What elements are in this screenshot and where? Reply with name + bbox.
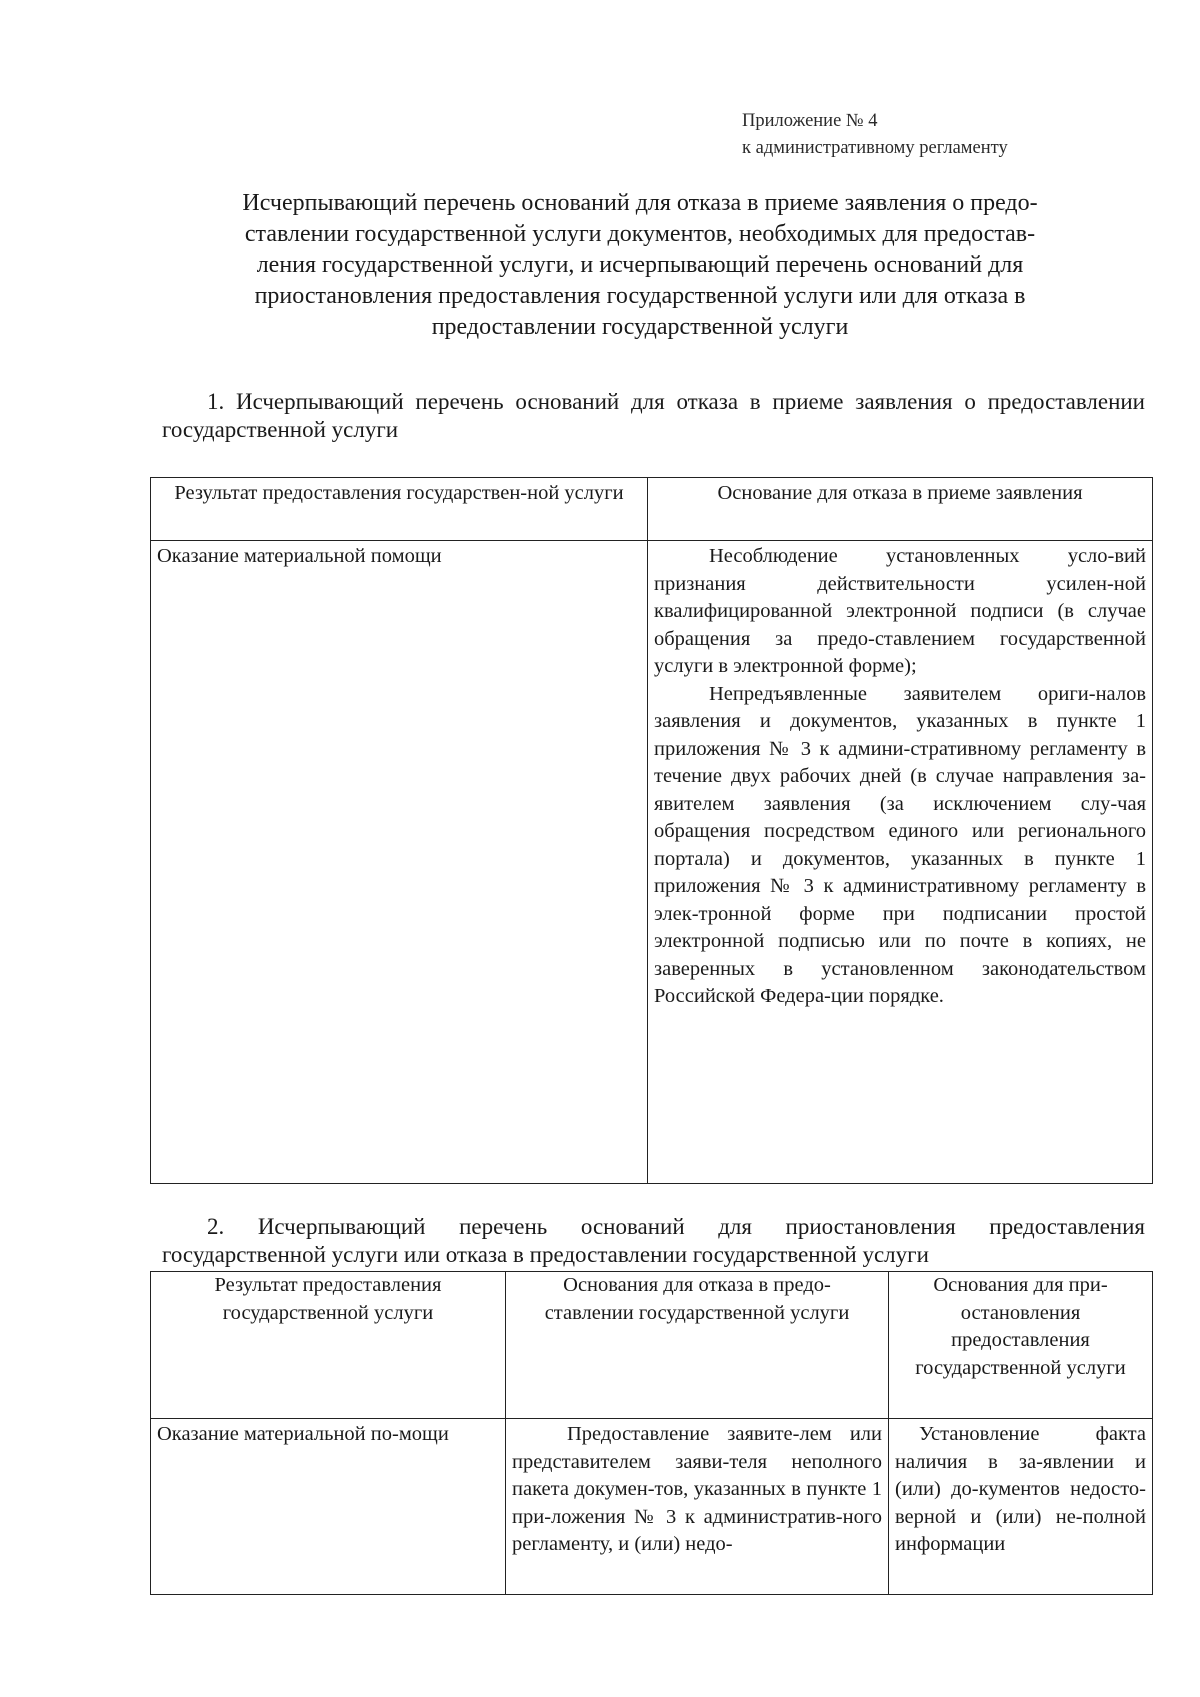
reason-paragraph: Непредъявленные заявителем ориги-налов заявления и документов, указанных в пункте 1 приложения № 3 к админи-стративному регламенту в течение двух рабочих дней (в случае направления за-явителем заявления (за исключением слу-чая обращения посредством единого или регионального портала) и документов, указанных в пункте 1 приложения № 3 к административному регламенту в элек-тронной форме при подписании простой электронной подписью или по почте в копиях, не заверенных в установленном законодательством Российской Федера-ции порядке. [654,682,1146,1007]
appendix-reference: к административному регламенту [742,138,1008,158]
cell-refusal [506,1419,889,1595]
cell-text: Оказание материальной по-мощи [157,1423,449,1445]
section-1-table [150,477,1153,1184]
header-cell-result: Результат предоставления государствен-ной услуги [151,478,648,541]
cell-reasons [648,541,1153,1184]
table-header-row [151,478,1153,541]
header-cell-refusal [506,1272,889,1419]
cell-result: Оказание материальной помощи [151,541,648,1184]
header-cell-reason: Основание для отказа в приеме заявления [648,478,1153,541]
table-row [151,541,1153,1184]
cell-result [151,1419,506,1595]
title-line: Исчерпывающий перечень оснований для отказа в приеме заявления о предо- [242,190,1038,216]
header-text: Основания для отказа в предо-ставлении государственной услуги [544,1274,850,1324]
appendix-header [742,108,1008,162]
title-line: ставлении государственной услуги документов, необходимых для предостав- [244,221,1036,247]
header-text: Результат предоставления государственной услуги [214,1274,442,1324]
document-title [160,188,1120,343]
table-header-row [151,1272,1153,1419]
header-cell-suspension [889,1272,1153,1419]
cell-suspension [889,1419,1153,1595]
title-line: предоставлении государственной услуги [431,314,849,340]
reason-paragraph: Несоблюдение установленных усло-вий признания действительности усилен-ной квалифицированной электронной подписи (в случае обращения за предо-ставлением государственной услуги в электронной форме); [654,545,1146,677]
appendix-number: Приложение № 4 [742,111,878,131]
title-line: приостановления предоставления государственной услуги или для отказа в [254,283,1026,309]
cell-text: Установление факта наличия в за-явлении и (или) до-кументов недосто-верной и (или) не-полной информации [895,1423,1146,1555]
section-2-heading: 2. Исчерпывающий перечень оснований для приостановления предоставления государственной услуги или отказа в предоставлении государственной услуги [162,1214,1145,1267]
header-cell-result [151,1272,506,1419]
cell-text: Предоставление заявите-лем или представителем заяви-теля неполного пакета докумен-тов, указанных в пункте 1 при-ложения № 3 к административ-ного регламенту, и (или) недо- [512,1423,882,1555]
table-row [151,1419,1153,1595]
section-2-table [150,1271,1153,1595]
title-line: ления государственной услуги, и исчерпывающий перечень оснований для [256,252,1024,278]
header-text: Основания для при-остановления предоставления государственной услуги [915,1274,1126,1379]
section-1-heading: 1. Исчерпывающий перечень оснований для отказа в приеме заявления о предоставлении государственной услуги [162,389,1145,442]
